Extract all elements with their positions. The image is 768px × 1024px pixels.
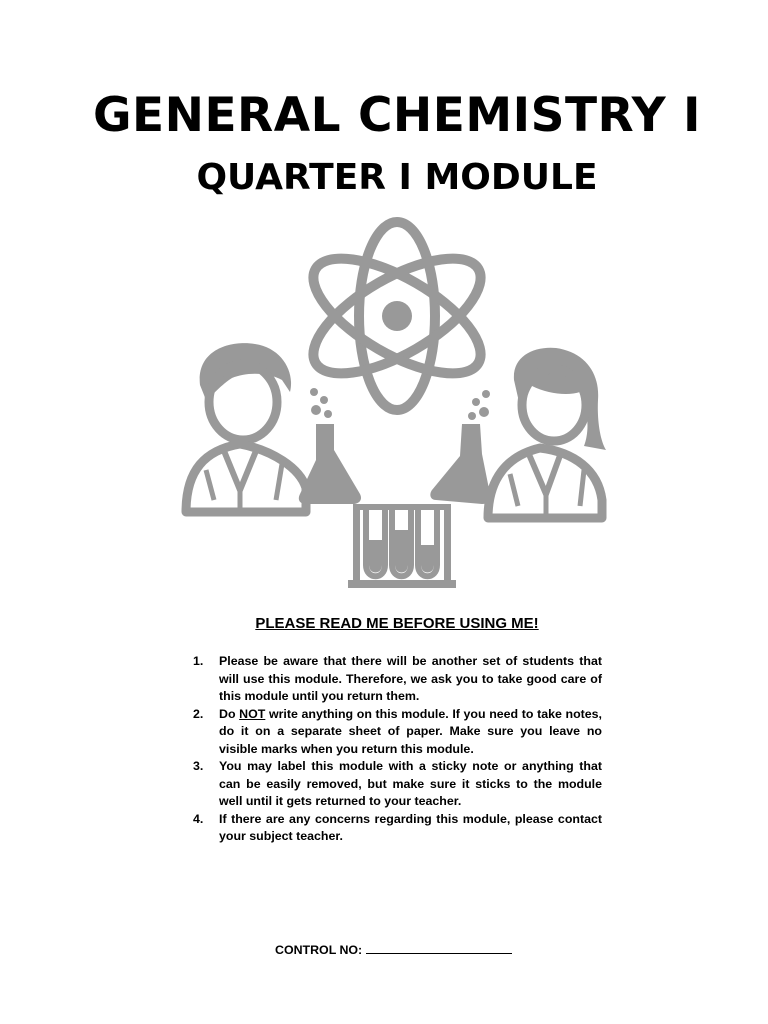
control-number-blank	[366, 941, 512, 954]
list-item-text-before: Do	[219, 706, 240, 721]
control-number-label: CONTROL NO:	[275, 943, 363, 957]
list-item-number: 4.	[193, 811, 204, 826]
document-subtitle: QUARTER I MODULE	[196, 157, 598, 198]
list-item	[193, 758, 602, 811]
list-item	[193, 811, 602, 846]
list-item-text-after: write anything on this module. If you need to take notes, do it on a separate sheet of paper. Make sure you leave no visible marks when you return this module.	[219, 706, 602, 756]
female-scientist-icon	[488, 348, 606, 518]
list-item-text: If there are any concerns regarding this module, please contact your subject teacher.	[219, 811, 602, 843]
list-item-text: You may label this module with a sticky note or anything that can be easily removed, but make sure it sticks to the module well until it gets returned to your teacher.	[219, 759, 602, 808]
flask-icon	[299, 388, 361, 504]
document-title: GENERAL CHEMISTRY I	[92, 88, 702, 143]
atom-nucleus-icon	[382, 301, 412, 331]
list-item-number: 2.	[193, 706, 204, 721]
list-item-number: 3.	[193, 759, 204, 773]
list-item	[193, 653, 602, 706]
notice-heading: PLEASE READ ME BEFORE USING ME!	[255, 615, 539, 632]
list-item-text: Please be aware that there will be another set of students that will use this module. Therefore, we ask you to take good care of this module until you return them.	[219, 654, 602, 703]
list-item-emphasis: NOT	[239, 706, 266, 721]
list-item-number: 1.	[193, 654, 204, 668]
notice-list	[193, 653, 602, 846]
male-scientist-icon	[186, 343, 306, 512]
control-number	[275, 941, 512, 957]
test-tube-rack-icon	[348, 504, 456, 588]
flask-icon	[430, 390, 490, 504]
list-item	[193, 706, 602, 759]
